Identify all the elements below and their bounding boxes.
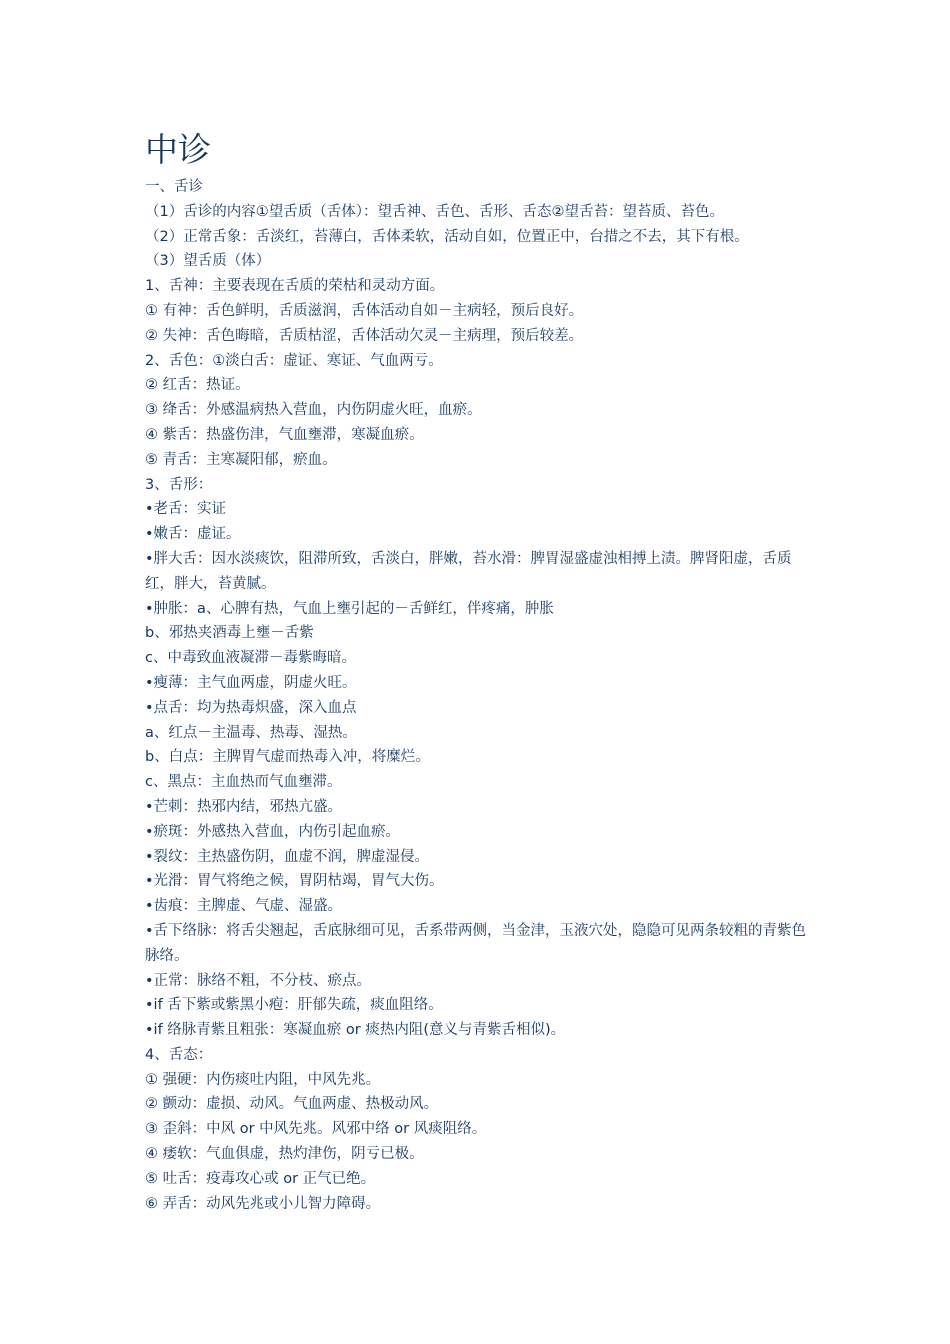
document-paragraph: b、邪热夹酒毒上壅－舌紫 — [145, 625, 314, 642]
document-paragraph: •齿痕：主脾虚、气虚、湿盛。 — [145, 898, 343, 915]
document-paragraph: ② 红舌：热证。 — [145, 377, 250, 394]
document-paragraph: b、白点：主脾胃气虚而热毒入冲，将糜烂。 — [145, 749, 430, 766]
document-paragraph: •芒刺：热邪内结，邪热亢盛。 — [145, 798, 343, 815]
document-paragraph: •if 舌下紫或紫黑小疱：肝郁失疏，痰血阻络。 — [145, 997, 443, 1014]
document-paragraph: 4、舌态： — [145, 1046, 213, 1063]
document-paragraph: 1、舌神：主要表现在舌质的荣枯和灵动方面。 — [145, 278, 445, 295]
document-paragraph: ⑤ 青舌：主寒凝阳郁，瘀血。 — [145, 451, 337, 468]
document-paragraph: •肿胀：a、心脾有热，气血上壅引起的－舌鲜红，伴疼痛，肿胀 — [145, 600, 554, 617]
document-paragraph: ④ 痿软：气血俱虚，热灼津伤，阴亏已极。 — [145, 1146, 424, 1163]
document-paragraph: ③ 歪斜：中风 or 中风先兆。风邪中络 or 风痰阻络。 — [145, 1121, 487, 1138]
document-paragraph: •瘀斑：外感热入营血，内伤引起血瘀。 — [145, 823, 401, 840]
document-paragraph: ④ 紫舌：热盛伤津，气血壅滞，寒凝血瘀。 — [145, 426, 424, 443]
document-paragraph: •胖大舌：因水淡痰饮，阻滞所致，舌淡白，胖嫩，苔水滑：脾胃湿盛虚浊相搏上渍。脾肾阳虚，舌质红，胖大，苔黄腻。 — [145, 550, 792, 592]
document-paragraph: ② 颤动：虚损、动风。气血两虚、热极动风。 — [145, 1096, 439, 1113]
document-paragraph: a、红点－主温毒、热毒、湿热。 — [145, 724, 357, 741]
document-paragraph: ③ 绛舌：外感温病热入营血，内伤阴虚火旺，血瘀。 — [145, 402, 482, 419]
document-paragraph: •舌下络脉：将舌尖翘起，舌底脉细可见，舌系带两侧，当金津，玉液穴处，隐隐可见两条较粗的青紫色脉络。 — [145, 922, 807, 964]
document-paragraph: ⑤ 吐舌：疫毒攻心或 or 正气已绝。 — [145, 1170, 376, 1187]
document-paragraph: c、中毒致血液凝滞－毒紫晦暗。 — [145, 650, 356, 667]
document-paragraph: （3）望舌质（体） — [145, 253, 271, 270]
document-paragraph: ① 强硬：内伤痰吐内阻，中风先兆。 — [145, 1071, 381, 1088]
document-paragraph: •瘦薄：主气血两虚，阴虚火旺。 — [145, 674, 357, 691]
document-paragraph: •点舌：均为热毒炽盛，深入血点 — [145, 699, 357, 716]
document-paragraph: •嫩舌：虚证。 — [145, 526, 241, 543]
document-paragraph: c、黑点：主血热而气血壅滞。 — [145, 774, 342, 791]
document-paragraph: ② 失神：舌色晦暗，舌质枯涩，舌体活动欠灵－主病理，预后较差。 — [145, 327, 584, 344]
document-body — [145, 175, 810, 1216]
document-title: 中诊 — [145, 130, 211, 169]
document-paragraph: •裂纹：主热盛伤阴，血虚不润，脾虚湿侵。 — [145, 848, 430, 865]
document-paragraph: 一、舌诊 — [145, 179, 203, 195]
document-paragraph: •老舌：实证 — [145, 501, 227, 518]
document-paragraph: 3、舌形： — [145, 476, 213, 493]
document-paragraph: ① 有神：舌色鲜明，舌质滋润，舌体活动自如－主病轻，预后良好。 — [145, 302, 584, 319]
document-paragraph: （1）舌诊的内容①望舌质（舌体）：望舌神、舌色、舌形、舌态②望舌苔：望苔质、苔色。 — [145, 203, 724, 220]
document-paragraph: ⑥ 弄舌：动风先兆或小儿智力障碍。 — [145, 1195, 381, 1212]
document-paragraph: 2、舌色：①淡白舌：虚证、寒证、气血两亏。 — [145, 352, 443, 369]
document-paragraph: •光滑：胃气将绝之候，胃阴枯竭，胃气大伤。 — [145, 873, 444, 890]
document-paragraph: （2）正常舌象：舌淡红，苔薄白，舌体柔软，活动自如，位置正中，台措之不去，其下有根。 — [145, 228, 749, 245]
document-paragraph: •正常：脉络不粗，不分枝、瘀点。 — [145, 972, 372, 989]
document-paragraph: •if 络脉青紫且粗张：寒凝血瘀 or 痰热内阻(意义与青紫舌相似)。 — [145, 1022, 566, 1039]
